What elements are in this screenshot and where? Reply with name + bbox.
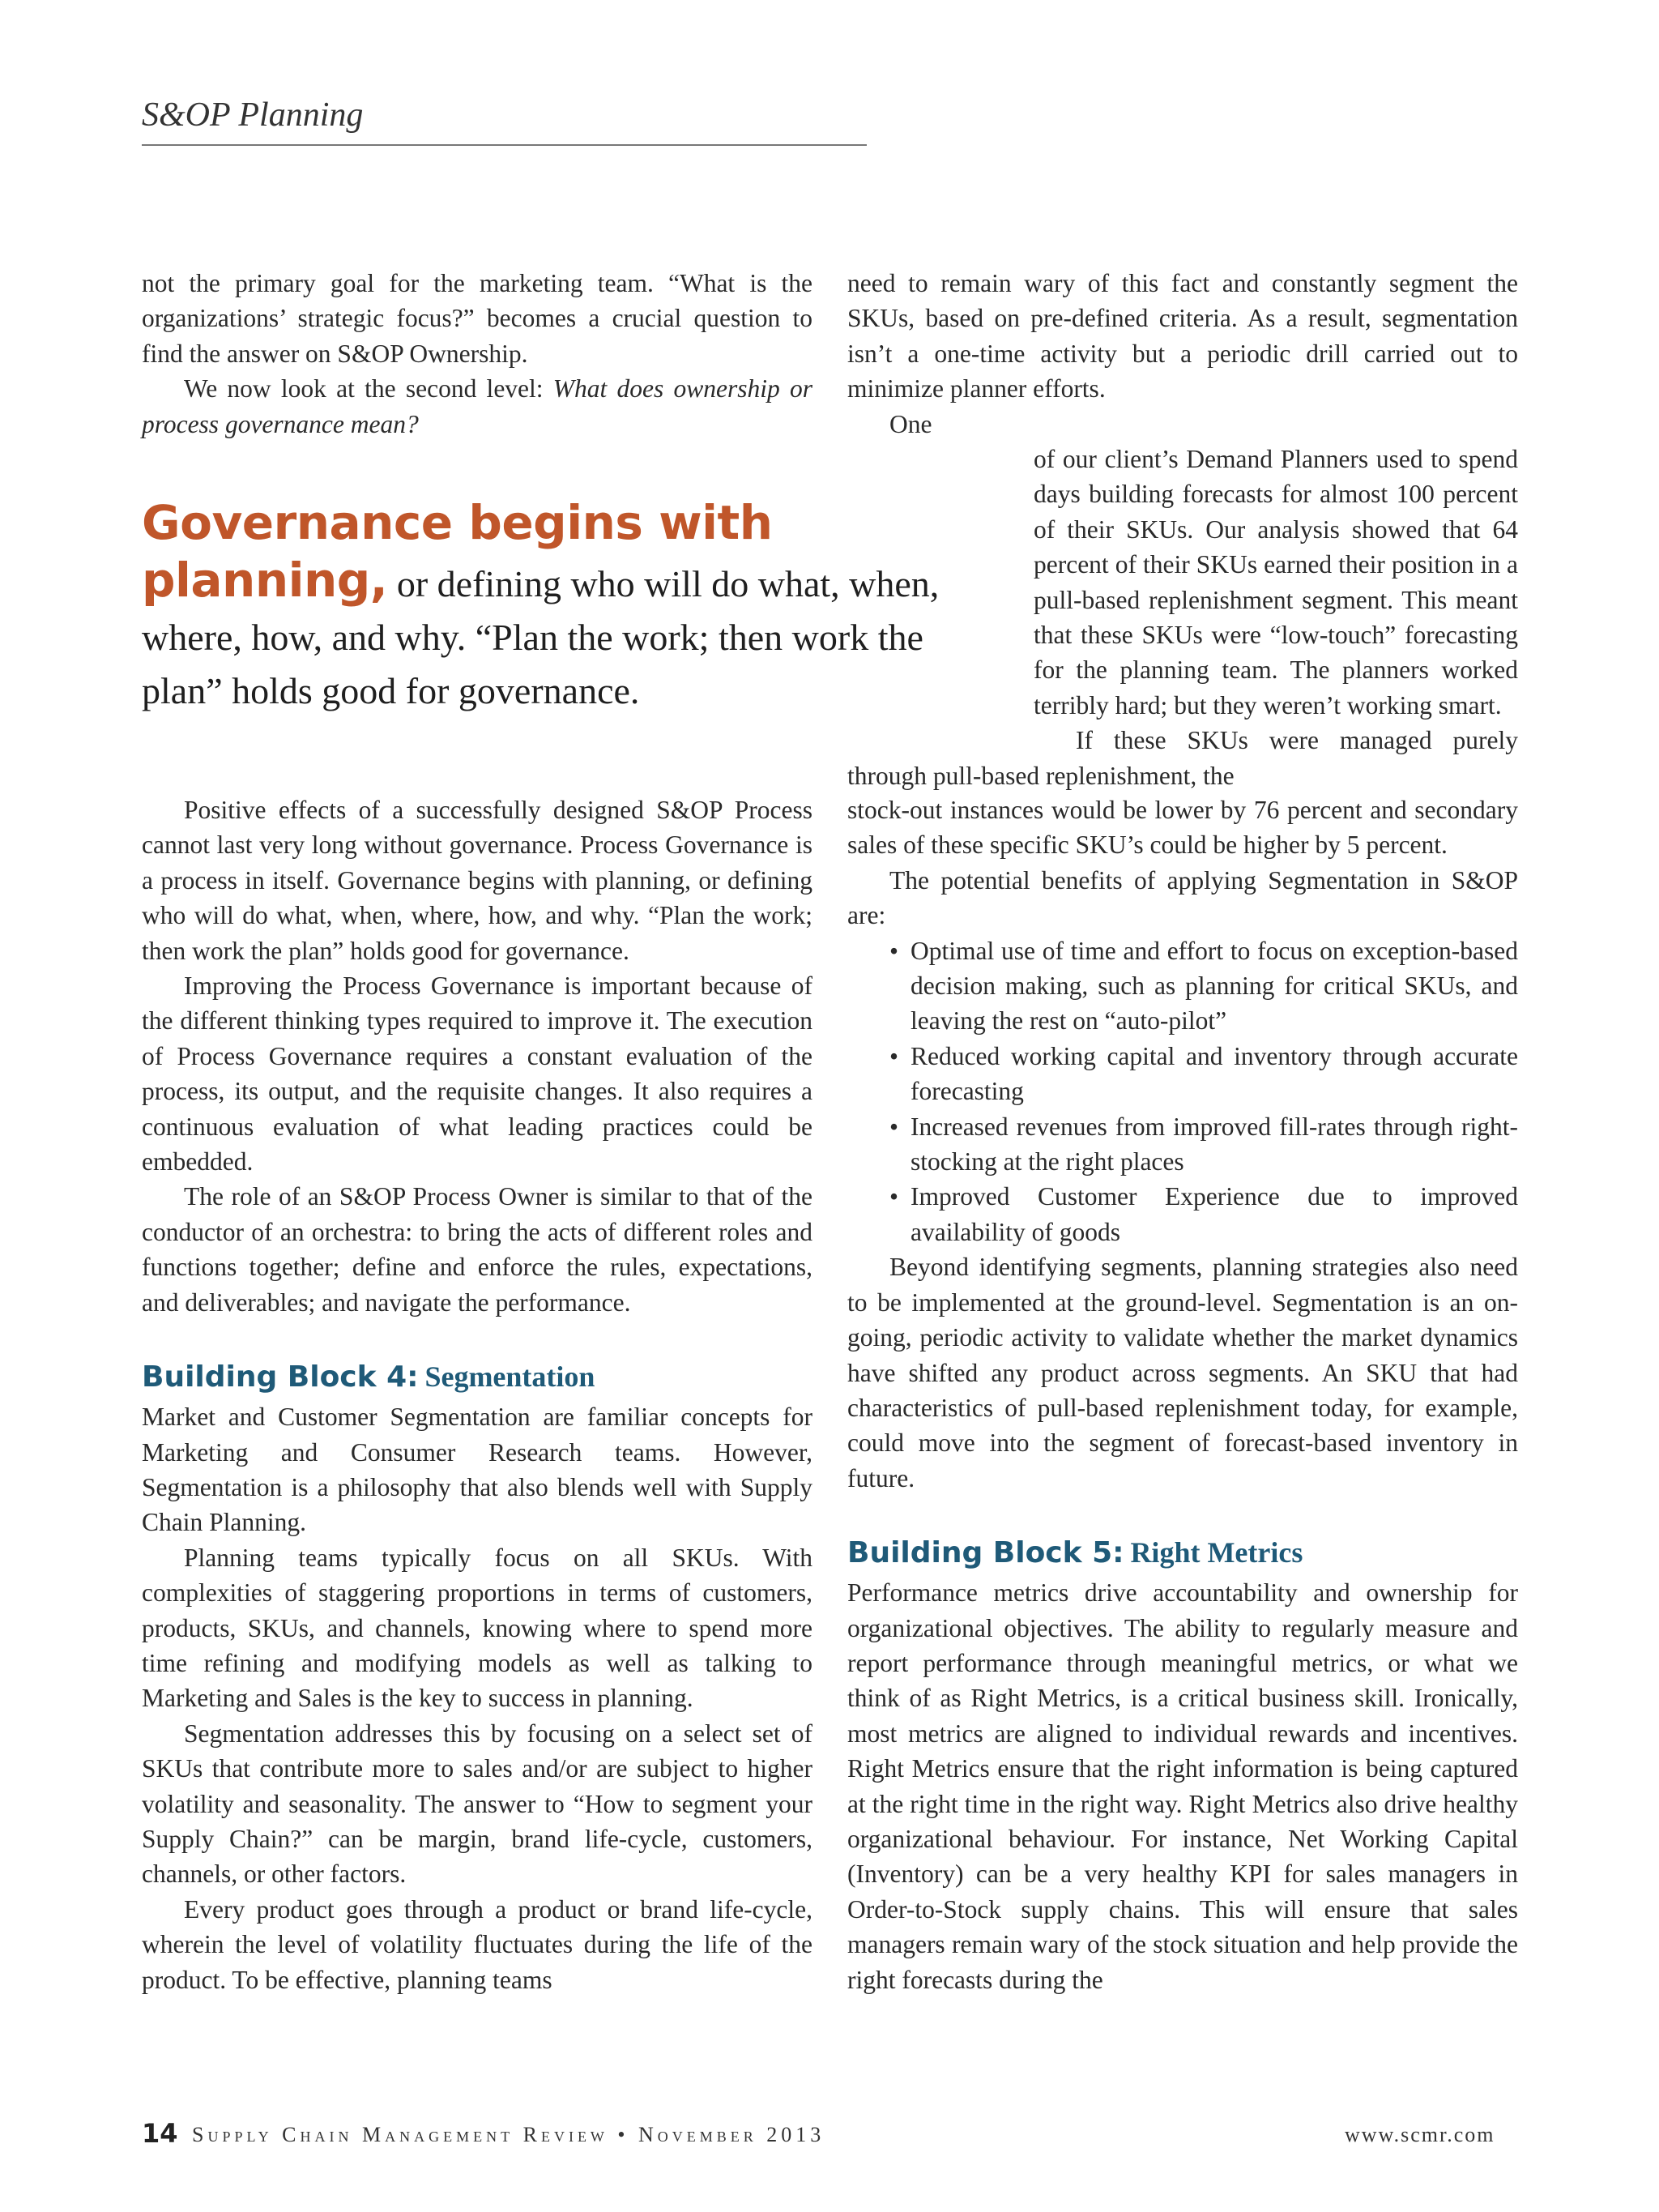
- page-number: 14: [142, 2118, 178, 2149]
- list-item: • Increased revenues from improved fill-rates through right-stocking at the right places: [889, 1112, 1518, 1176]
- list-item: • Reduced working capital and inventory through accurate forecasting: [889, 1041, 1518, 1106]
- paragraph: The potential benefits of applying Segmentation in S&OP are:: [847, 865, 1518, 930]
- left-column-top: [142, 266, 812, 442]
- left-column-main: [142, 792, 812, 1997]
- paragraph: Performance metrics drive accountability and ownership for organizational objectives. The ability to regularly measure and report performance through meaningful metrics, or what we think of as Right Metrics, is a critical business skill. Ironically, most metrics are aligned to individual rewards and incentives. Right Metrics ensure that the right information is being captured at the right time in the right way. Right Metrics also drive healthy organizational behaviour. For instance, Net Working Capital (Inventory) can be a very healthy KPI for sales managers in Order-to-Stock supply chains. This will ensure that sales managers remain wary of the stock situation and help provide the right forecasts during the: [847, 1578, 1518, 1994]
- paragraph: Beyond identifying segments, planning strategies also need to be implemented at the ground-level. Segmentation is an on-going, periodic activity to validate whether the market dynamics have shifted any product across segments. An SKU that had characteristics of pull-based replenishment today, for example, could move into the segment of forecast-based inventory in future.: [847, 1253, 1518, 1492]
- paragraph: Improving the Process Governance is important because of the different thinking types required to improve it. The execution of Process Governance requires a constant evaluation of the process, its output, and the requisite changes. It also requires a continuous evaluation of what leading practices could be embedded.: [142, 971, 812, 1176]
- paragraph: Market and Customer Segmentation are familiar concepts for Marketing and Consumer Research teams. However, Segmentation is a philosophy that also blends well with Supply Chain Planning.: [142, 1403, 812, 1537]
- paragraph: need to remain wary of this fact and constantly segment the SKUs, based on pre-defined criteria. As a result, segmentation isn’t a one-time activity but a periodic drill carried out to minimize planner efforts.: [847, 269, 1518, 404]
- pull-quote-text: or defining who will do what, when, where, how, and why. “Plan the work; then work the plan” holds good for governance.: [142, 563, 940, 711]
- pull-quote-lead: Governance begins with planning,: [142, 495, 773, 608]
- paragraph: The role of an S&OP Process Owner is similar to that of the conductor of an orchestra: to bring the acts of different roles and functions together; define and enforce the rules, expectations, and deliverables; and navigate the performance.: [142, 1182, 812, 1317]
- footer-url[interactable]: www.scmr.com: [1345, 2123, 1495, 2146]
- section-header: S&OP Planning: [142, 96, 364, 134]
- paragraph: We now look at the second level: What does ownership or process governance mean?: [142, 374, 812, 438]
- paragraph: not the primary goal for the marketing team. “What is the organizations’ strategic focus?” becomes a crucial question to find the answer on S&OP Ownership.: [142, 269, 812, 368]
- right-column-top: [847, 266, 1518, 792]
- wrap-block: [847, 407, 1518, 793]
- pull-quote-gap: [847, 442, 1034, 758]
- paragraph: Planning teams typically focus on all SKUs. With complexities of staggering proportions in terms of customers, products, SKUs, and channels, knowing where to spend more time refining and modifying models as well as talking to Marketing and Sales is the key to success in planning.: [142, 1543, 812, 1713]
- paragraph: stock-out instances would be lower by 76 percent and secondary sales of these specific SKU’s could be higher by 5 percent.: [847, 796, 1518, 860]
- building-block-5-heading: Building Block 5: Right Metrics: [847, 1536, 1303, 1570]
- paragraph: If these SKUs were managed purely through pull-based replenishment, the: [847, 726, 1518, 790]
- list-item: • Optimal use of time and effort to focus on exception-based decision making, such as planning for critical SKUs, and leaving the rest on “auto-pilot”: [889, 936, 1518, 1036]
- right-column-main: [847, 792, 1518, 1997]
- benefits-list: [847, 933, 1518, 1250]
- paragraph: Positive effects of a successfully designed S&OP Process cannot last very long without governance. Process Governance is a process in itself. Governance begins with planning, or defining who will do what, when, where, how, and why. “Plan the work; then work the plan” holds good for governance.: [142, 796, 812, 965]
- paragraph: One of our client’s Demand Planners used to spend days building forecasts for almost 100 percent of their SKUs. Our analysis showed that 64 percent of their SKUs earned their position in a pull-based replenishment segment. This meant that these SKUs were “low-touch” forecasting for the planning team. The planners worked terribly hard; but they weren’t working smart.: [847, 407, 1518, 724]
- publication-footer: Supply Chain Management Review • November 2013: [192, 2123, 825, 2146]
- paragraph: Every product goes through a product or brand life-cycle, wherein the level of volatility fluctuates during the life of the product. To be effective, planning teams: [142, 1894, 812, 1994]
- header-rule: [142, 144, 867, 146]
- list-item: • Improved Customer Experience due to improved availability of goods: [889, 1182, 1518, 1246]
- paragraph: Segmentation addresses this by focusing on a select set of SKUs that contribute more to sales and/or are subject to higher volatility and seasonality. The answer to “How to segment your Supply Chain?” can be margin, brand life-cycle, customers, channels, or other factors.: [142, 1719, 812, 1889]
- building-block-4-heading: Building Block 4: Segmentation: [142, 1360, 595, 1394]
